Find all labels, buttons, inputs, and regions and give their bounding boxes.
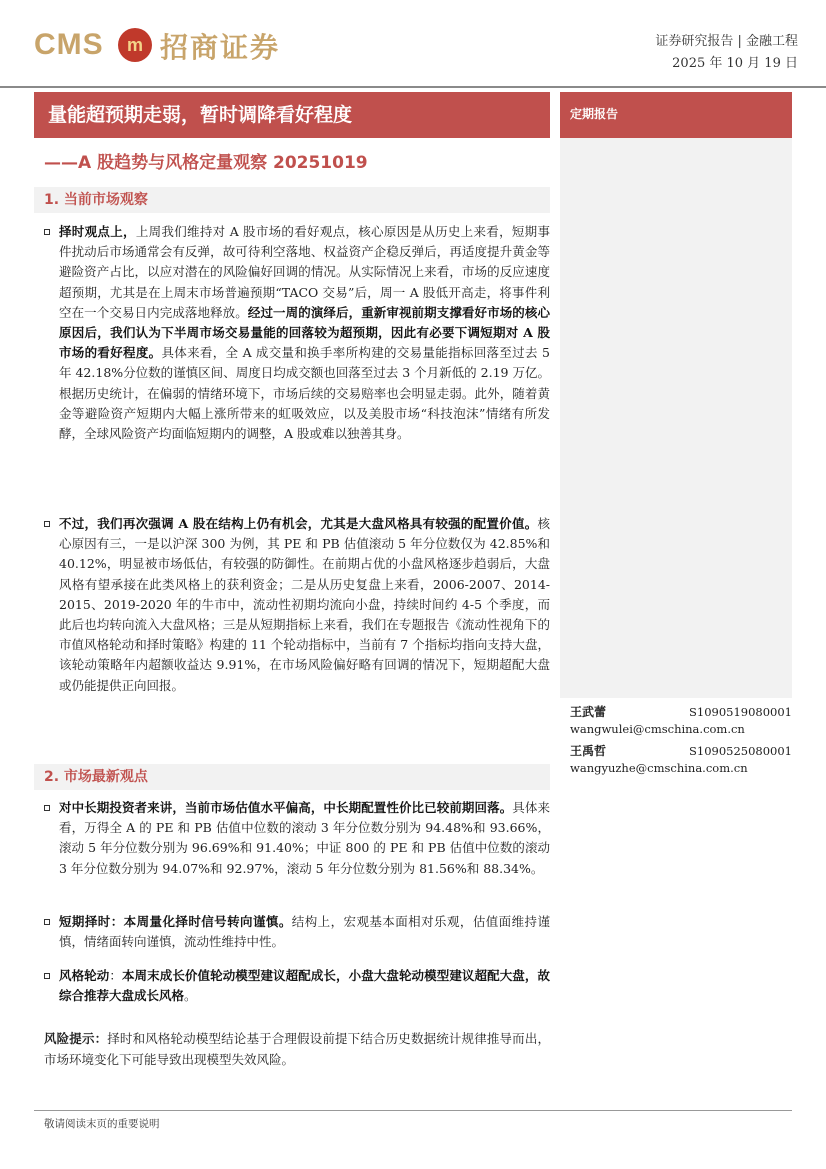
analyst-card: 王禹哲 S1090525080001 wangyuzhe@cmschina.com.cn <box>570 744 792 775</box>
logo-cms-text: CMS <box>34 28 104 61</box>
analyst-card: 王武蕾 S1090519080001 wangwulei@cmschina.com.cn <box>570 705 792 736</box>
logo-mark-icon: m <box>118 28 152 62</box>
report-type: 证券研究报告 | 金融工程 <box>655 34 798 49</box>
paragraph-timing: 择时观点上，上周我们维持对 A 股市场的看好观点，核心原因是从历史上来看，短期事件扰动后市场通常会有反弹，故可待利空落地、权益资产企稳反弹后，再适度提升黄金等避险资产占比，以应对潜在的风险偏好回调的情况。从实际情况上来看，市场的反应速度超预期，尤其是在上周末市场普遍预期“TACO 交易”后，周一 A 股低开高走，将事件利空在一个交易日内完成落地释放。经过一周的演绎后，重新审视前期支撑看好市场的核心原因后，我们认为下半周市场交易量能的回落较为超预期，因此有必要下调短期对 A 股市场的看好程度。具体来看，全 A 成交量和换手率所构建的交易量能指标回落至过去 5 年 42.18%分位数的谨慎区间、周度日均成交额也回落至过去 3 个月新低的 2.19 万亿。根据历史统计，在偏弱的情绪环境下，市场后续的交易赔率也会明显走弱。此外，随着黄金等避险资产短期内大幅上涨所带来的虹吸效应，以及美股市场“科技泡沫”情绪有所发酵，全球风险资产均面临短期内的调整，A 股或难以独善其身。 <box>44 222 550 444</box>
bullet-icon <box>44 229 50 235</box>
side-label: 定期报告 <box>560 92 792 138</box>
bullet-short-term-timing: 短期择时：本周量化择时信号转向谨慎。结构上，宏观基本面相对乐观，估值面维持谨慎，情绪面转向谨慎，流动性维持中性。 <box>44 912 550 952</box>
bullet-long-term: 对中长期投资者来讲，当前市场估值水平偏高，中长期配置性价比已较前期回落。具体来看，万得全 A 的 PE 和 PB 估值中位数的滚动 3 年分位数分别为 94.48%和 93.66%，滚动 5 年分位数分别为 96.69%和 91.40%；中证 800 的 PE 和 PB 估值中位数的滚动 3 年分位数分别为 94.07%和 92.97%，滚动 5 年分位数分别为 81.56%和 88.34%。 <box>44 798 550 879</box>
report-subtitle: ——A 股趋势与风格定量观察 20251019 <box>44 153 368 173</box>
bullet-style-rotation: 风格轮动：本周末成长价值轮动模型建议超配成长，小盘大盘轮动模型建议超配大盘，故综合推荐大盘成长风格。 <box>44 966 550 1006</box>
header-divider <box>0 86 826 88</box>
bullet-icon <box>44 973 50 979</box>
bullet-icon <box>44 919 50 925</box>
section-heading-1: 1. 当前市场观察 <box>34 187 550 213</box>
analyst-email[interactable]: wangyuzhe@cmschina.com.cn <box>570 761 748 775</box>
risk-warning: 风险提示：择时和风格轮动模型结论基于合理假设前提下结合历史数据统计规律推导而出，市场环境变化下可能导致出现模型失效风险。 <box>44 1031 550 1067</box>
footer-note: 敬请阅读末页的重要说明 <box>44 1118 160 1130</box>
report-title: 量能超预期走弱，暂时调降看好程度 <box>34 92 550 138</box>
side-panel <box>560 138 792 698</box>
bullet-icon <box>44 521 50 527</box>
logo-company-name: 招商证券 <box>160 31 281 64</box>
bullet-icon <box>44 805 50 811</box>
report-date: 2025 年 10 月 19 日 <box>672 56 798 71</box>
analyst-email[interactable]: wangwulei@cmschina.com.cn <box>570 722 745 736</box>
section-heading-2: 2. 市场最新观点 <box>34 764 550 790</box>
footer-divider <box>34 1110 792 1111</box>
paragraph-structure: 不过，我们再次强调 A 股在结构上仍有机会，尤其是大盘风格具有较强的配置价值。核心原因有三，一是以沪深 300 为例，其 PE 和 PB 估值滚动 5 年分位数仅为 42.85%和 40.12%，明显被市场低估，有较强的防御性。在前期占优的小盘风格逐步趋弱后，大盘风格有望承接在此类风格上的获利资金；二是从历史复盘上来看，2006-2007、2014-2015、2019-2020 年的牛市中，流动性初期均流向小盘，持续时间约 4-5 个季度，而此后也均转向流入大盘风格；三是从短期指标上来看，我们在专题报告《流动性视角下的市值风格轮动和择时策略》构建的 11 个轮动指标中，当前有 7 个指标均指向支持大盘，该轮动策略年内超额收益达 9.91%，在市场风险偏好略有回调的情况下，短期超配大盘或仍能提供正向回报。 <box>44 514 550 696</box>
